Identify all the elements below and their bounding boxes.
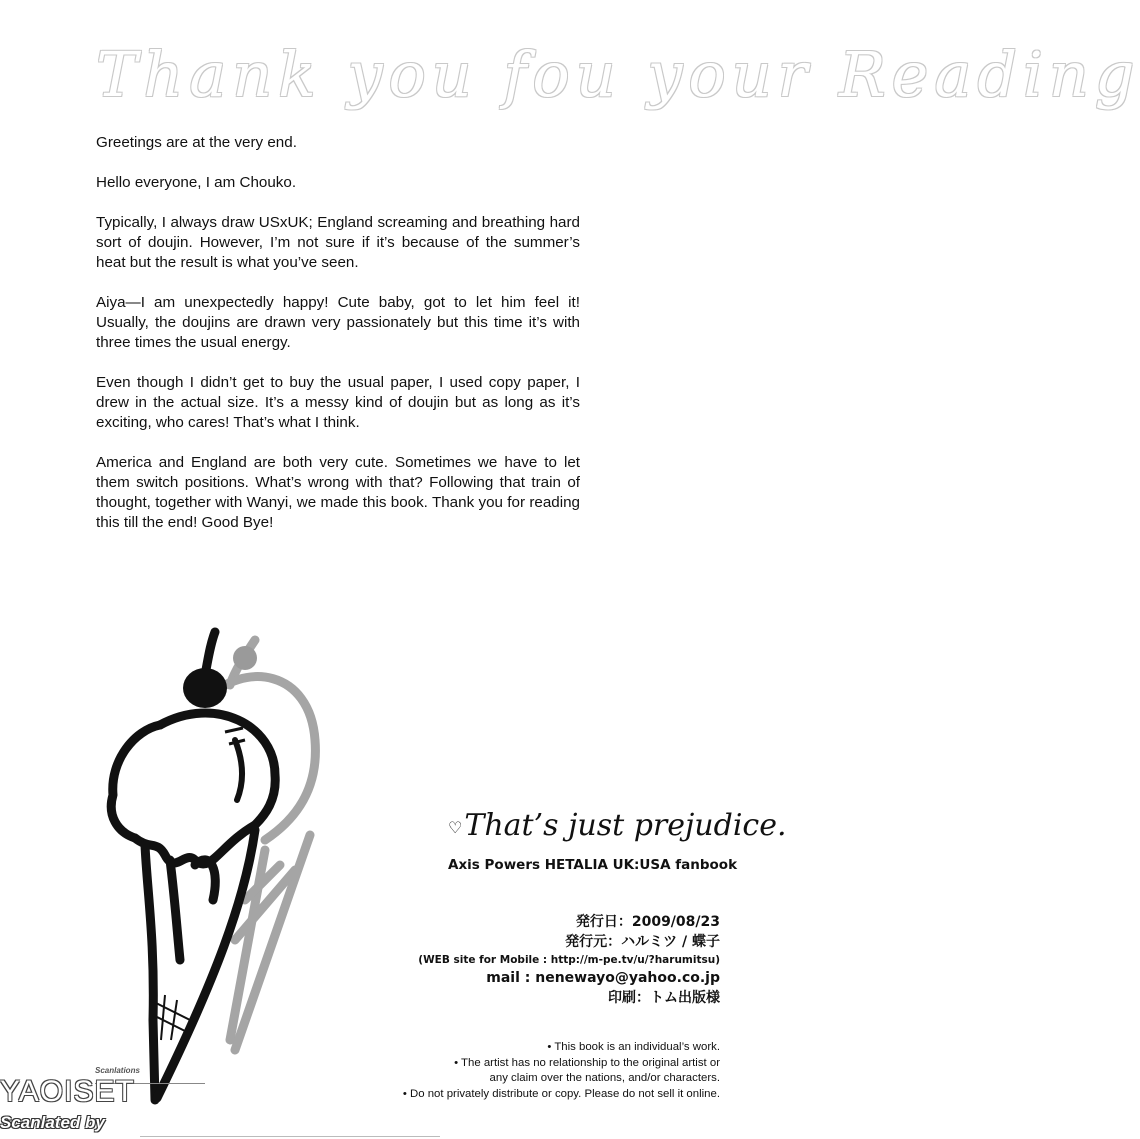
ice-cream-illustration <box>95 600 355 1100</box>
printer: 印刷：トム出版様 <box>608 990 720 1006</box>
disclaimer-notes <box>403 1040 720 1102</box>
paragraph: Greetings are at the very end. <box>96 134 297 151</box>
paragraph: America and England are both very cute. Sometimes we have to let them switch positions. What’s wrong with that? Following that train of thought, together with Wanyi, we made this book. Thank you for reading this till the end! Good Bye! <box>96 454 580 531</box>
afterword-text <box>96 133 580 553</box>
thank-you-banner: Thank you fou your Reading <box>96 38 1140 111</box>
scanlations-label: Scanlations <box>95 1066 140 1075</box>
issue-date: 発行日：2009/08/23 <box>575 914 720 930</box>
web-site: (WEB site for Mobile : http://m-pe.tv/u/?harumitsu) <box>418 954 720 966</box>
heart-icon: ♡ <box>448 817 463 837</box>
book-title-text: That’s just prejudice. <box>464 808 787 843</box>
note-line: any claim over the nations, and/or characters. <box>489 1072 720 1084</box>
note-line: • Do not privately distribute or copy. Please do not sell it online. <box>402 1087 720 1100</box>
paragraph: Even though I didn’t get to buy the usual paper, I used copy paper, I drew in the actual size. It’s a messy kind of doujin but as long as it’s exciting, who cares! That’s what I think. <box>96 374 580 431</box>
colophon-info <box>418 912 720 1008</box>
publisher: 発行元：ハルミツ / 蝶子 <box>565 934 720 950</box>
scanlator-logo: YAOISET <box>0 1075 135 1108</box>
note-line: • The artist has no relationship to the original artist or <box>454 1056 720 1069</box>
book-subtitle: Axis Powers HETALIA UK:USA fanbook <box>448 857 738 873</box>
paragraph: Typically, I always draw USxUK; England screaming and breathing hard sort of doujin. However, I’m not sure if it’s because of the summer’s heat but the result is what you’ve seen. <box>96 214 580 271</box>
divider <box>140 1136 440 1137</box>
scanlated-by-label: Scanlated by <box>0 1113 105 1132</box>
paragraph: Hello everyone, I am Chouko. <box>96 174 297 191</box>
note-line: • This book is an individual’s work. <box>547 1041 720 1053</box>
mail-address: mail : nenewayo@yahoo.co.jp <box>486 970 720 986</box>
paragraph: Aiya—I am unexpectedly happy! Cute baby, got to let him feel it! Usually, the doujins are drawn very passionately but this time it’s with three times the usual energy. <box>96 294 580 351</box>
book-title <box>448 808 787 843</box>
